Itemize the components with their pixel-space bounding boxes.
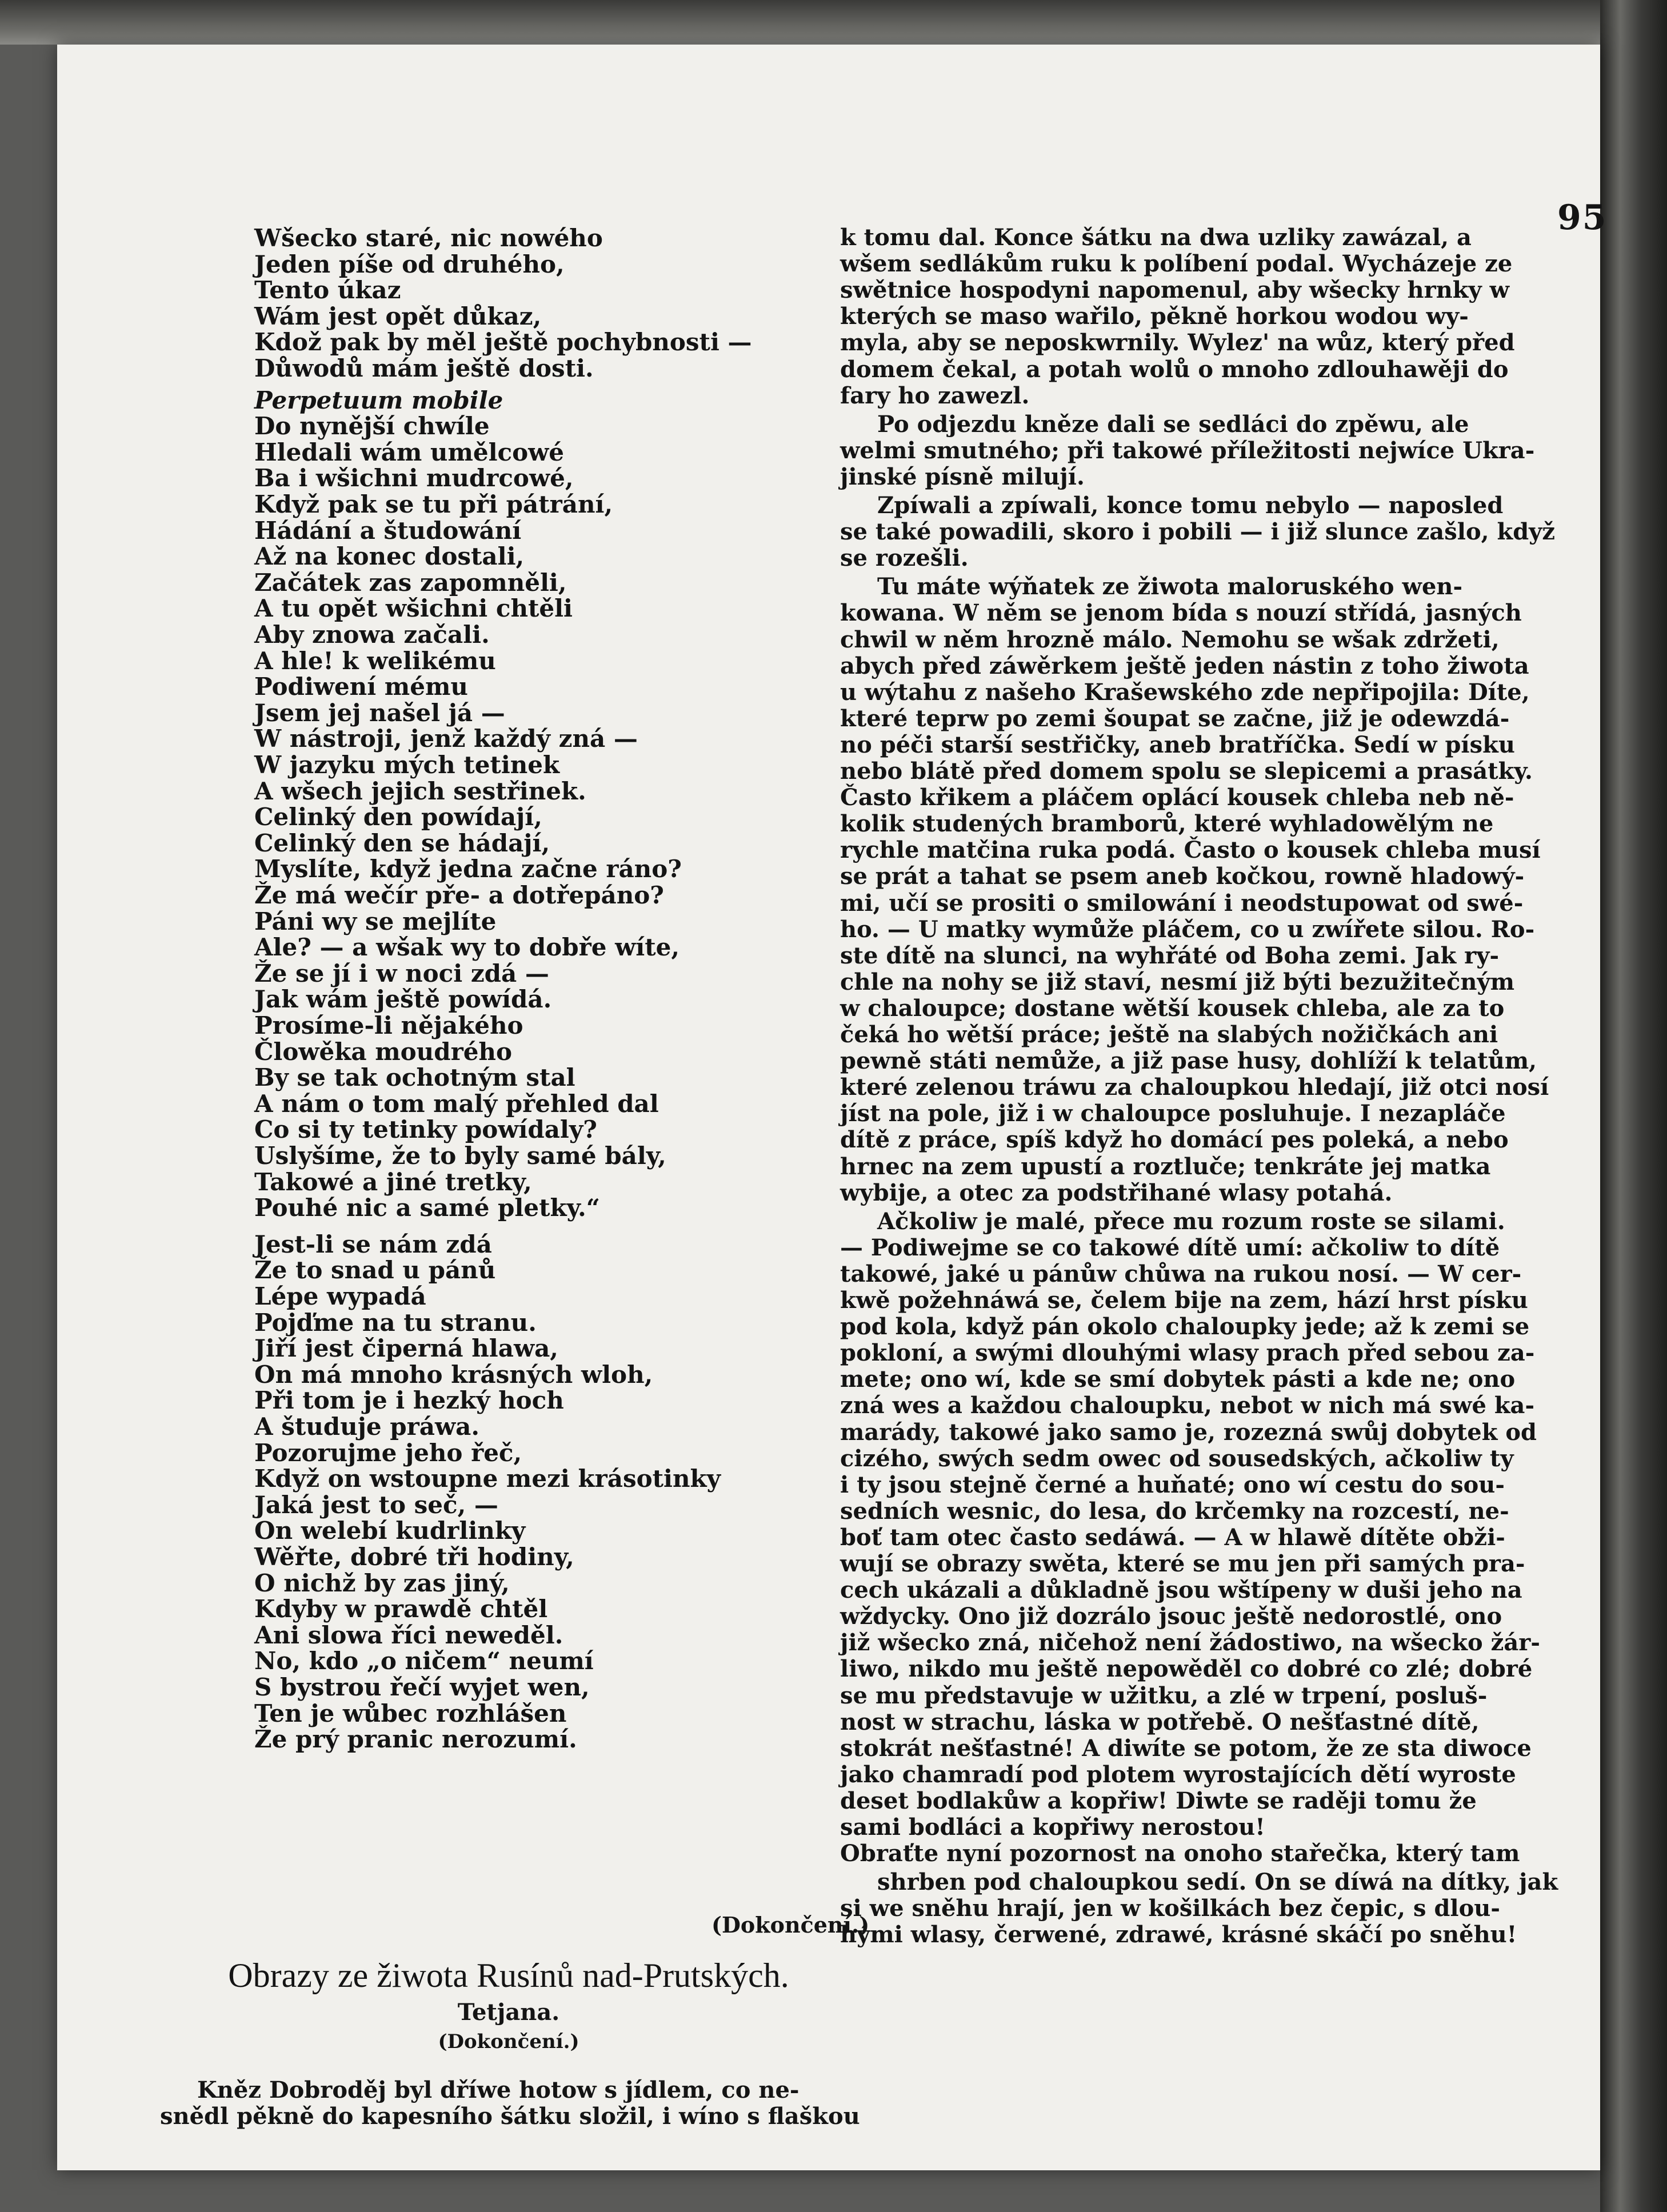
prose-line: Tu máte wýňatek ze žiwota maloruského wen- <box>877 573 1463 601</box>
prose-line: se také powadili, skoro i pobili — i již slunce zašlo, když <box>840 518 1556 546</box>
prose-line: marády, takowé jako samo je, rozezná swůj dobytek od <box>840 1418 1537 1446</box>
prose-line: ho. — U matky wymůže pláčem, co u zwířete silou. Ro- <box>840 915 1535 943</box>
poem-line: Hádání a študowání <box>254 516 522 545</box>
poem-line: S bystrou řečí wyjet wen, <box>254 1673 590 1701</box>
poem-line: On má mnoho krásných wloh, <box>254 1360 653 1389</box>
poem-line: Myslíte, když jedna začne ráno? <box>254 855 682 883</box>
poem-line: Že to snad u pánů <box>254 1256 496 1285</box>
poem-line: Jeden píše od druhého, <box>254 250 565 278</box>
prose-line: w chaloupce; dostane wětší kousek chleba, ale za to <box>840 994 1505 1022</box>
poem-line: A hle! k welikému <box>254 646 496 675</box>
poem-line: Ba i wšichni mudrcowé, <box>254 464 574 493</box>
poem-line: Kdyby w prawdě chtěl <box>254 1595 548 1623</box>
prose-line: ste dítě na slunci, na wyhřáté od Boha zemi. Jak ry- <box>840 942 1500 969</box>
poem-line: A wšech jejich sestřinek. <box>254 777 586 805</box>
poem-line: Člowěka moudrého <box>254 1037 512 1066</box>
poem-line: Začátek zas zapomněli, <box>254 568 567 597</box>
prose-line: Kněz Dobroděj byl dříwe hotow s jídlem, co ne- <box>197 2077 799 2103</box>
poem-line: A nám o tom malý přehled dal <box>254 1089 659 1118</box>
poem-line: Že má wečír pře- a dotřepáno? <box>254 881 664 909</box>
book-spine <box>1600 0 1667 2212</box>
poem-line: A študuje práwa. <box>254 1413 479 1441</box>
poem-line: Kdož pak by měl ještě pochybnosti — <box>254 328 752 357</box>
poem-line: Hledali wám umělcowé <box>254 438 565 466</box>
poem-line: O nichž by zas jiný, <box>254 1569 510 1597</box>
prose-line: chwil w něm hrozně málo. Nemohu se wšak zdržeti, <box>840 626 1500 653</box>
prose-line: fary ho zawezl. <box>840 382 1030 409</box>
prose-line: swětnice hospodyni napomenul, aby wšecky hrnky w <box>840 277 1510 304</box>
poem-line: Pojďme na tu stranu. <box>254 1308 537 1337</box>
poem-line: Jiří jest čiperná hlawa, <box>254 1334 558 1363</box>
poem-dokonceni: (Dokončení.) <box>711 1912 870 1938</box>
poem-line: Do nynější chwíle <box>254 412 490 441</box>
prose-line: mi, učí se prositi o smilowání i neodstupowat od swé- <box>840 889 1524 917</box>
prose-line: Zpíwali a zpíwali, konce tomu nebylo — naposled <box>877 492 1504 519</box>
book-page <box>57 45 1608 2170</box>
poem-line: Jaká jest to seč, — <box>254 1490 498 1519</box>
poem-line: No, kdo „o ničem“ neumí <box>254 1647 594 1675</box>
prose-line: nost w strachu, láska w potřebě. O nešťastné dítě, <box>840 1708 1480 1735</box>
poem-line: On welebí kudrlinky <box>254 1517 526 1545</box>
poem-line: Jsem jej našel já — <box>254 698 505 727</box>
prose-line: i ty jsou stejně černé a huňaté; ono wí cestu do sou- <box>840 1471 1505 1498</box>
prose-line: wybije, a otec za podstřihané wlasy potahá. <box>840 1179 1393 1206</box>
prose-line: se prát a tahat se psem aneb kočkou, rowně hladowý- <box>840 863 1525 890</box>
prose-line: čeká ho wětší práce; ještě na slabých nožičkách ani <box>840 1021 1498 1048</box>
prose-line: které zelenou tráwu za chaloupkou hledají, již otci nosí <box>840 1074 1549 1101</box>
prose-line: myla, aby se neposkwrnily. Wylez' na wůz, který před <box>840 329 1515 357</box>
poem-line: Aby znowa začali. <box>254 621 490 649</box>
poem-line: Při tom je i hezký hoch <box>254 1386 564 1415</box>
poem-line: Pozorujme jeho řeč, <box>254 1438 522 1467</box>
poem-line: Wám jest opět důkaz, <box>254 302 542 330</box>
poem-line: Uslyšíme, že to byly samé bály, <box>254 1142 666 1170</box>
prose-line: sami bodláci a kopřiwy nerostou! <box>840 1814 1265 1841</box>
prose-line: domem čekal, a potah wolů o mnoho zdlouhawěji do <box>840 355 1509 383</box>
poem-line: Prosíme-li nějakého <box>254 1011 523 1039</box>
prose-line: — Podiwejme se co takowé dítě umí: ačkoliw to dítě <box>840 1234 1500 1261</box>
poem-line: W jazyku mých tetinek <box>254 751 560 779</box>
prose-line: jíst na pole, již i w chaloupce posluhuje. I nezapláče <box>840 1100 1506 1127</box>
article-subtitle: Tetjana. <box>457 1999 560 2026</box>
prose-line: sedních wesnic, do lesa, do krčemky na rozcestí, ne- <box>840 1497 1509 1525</box>
poem-line: Ani slowa říci neweděl. <box>254 1621 563 1649</box>
prose-line: jako chamradí pod plotem wyrostajících dětí wyroste <box>840 1761 1516 1788</box>
prose-line: wždycky. Ono již dozrálo jsouc ještě nedorostlé, ono <box>840 1603 1502 1630</box>
poem-line: Pouhé nic a samé pletky.“ <box>254 1194 600 1222</box>
poem-line: Jest-li se nám zdá <box>254 1230 492 1258</box>
prose-line: nebo blátě před domem spolu se slepicemi a prasátky. <box>840 758 1533 785</box>
page-number: 95 <box>1557 198 1608 238</box>
prose-line: stokrát nešťastné! A diwíte se potom, že ze sta diwoce <box>840 1734 1532 1762</box>
prose-line: mete; ono wí, kde se smí dobytek pásti a kde ne; ono <box>840 1366 1516 1393</box>
prose-line: welmi smutného; při takowé příležitosti nejwíce Ukra- <box>840 437 1535 464</box>
poem-line: Důwodů mám ještě dosti. <box>254 354 594 382</box>
prose-line: dítě z práce, spíš když ho domácí pes poleká, a nebo <box>840 1126 1509 1154</box>
prose-line: pokloní, a swými dlouhými wlasy prach před sebou za- <box>840 1339 1535 1367</box>
prose-line: Obraťte nyní pozornost na onoho stařečka, který tam <box>840 1840 1520 1867</box>
prose-line: si we sněhu hrají, jen w košilkách bez čepic, s dlou- <box>840 1895 1500 1922</box>
prose-line: takowé, jaké u pánůw chůwa na rukou nosí. — W cer- <box>840 1260 1522 1287</box>
poem-line: Až na konec dostali, <box>254 542 525 571</box>
poem-line: Že se jí i w noci zdá — <box>254 959 549 987</box>
poem-line: Tento úkaz <box>254 276 401 305</box>
poem-line: Celinký den se hádají, <box>254 829 550 857</box>
scan-top-edge <box>0 0 1667 45</box>
prose-line: které teprw po zemi šoupat se začne, již je odewzdá- <box>840 705 1510 732</box>
prose-line: již wšecko zná, ničehož není žádostiwo, na wšecko žár- <box>840 1629 1540 1657</box>
prose-line: kowana. W něm se jenom bída s nouzí střídá, jasných <box>840 599 1522 627</box>
prose-line: boť tam otec často sedáwá. — A w hlawě dítěte obži- <box>840 1523 1505 1551</box>
prose-line: liwo, nikdo mu ještě nepowěděl co dobré co zlé; dobré <box>840 1655 1533 1683</box>
prose-line: k tomu dal. Konce šátku na dwa uzliky zawázal, a <box>840 224 1472 251</box>
poem-line: Že prý pranic nerozumí. <box>254 1725 577 1754</box>
poem-heading: Perpetuum mobile <box>254 386 503 414</box>
prose-line: u wýtahu z našeho Krašewského zde nepřipojila: Díte, <box>840 678 1530 706</box>
poem-line: Lépe wypadá <box>254 1282 426 1310</box>
prose-line: no péči starší sestřičky, aneb bratříčka. Sedí w písku <box>840 731 1515 758</box>
poem-line: Wšecko staré, nic nowého <box>254 224 603 252</box>
poem-line: Podiwení mému <box>254 673 468 701</box>
poem-line: Celinký den powídají, <box>254 803 542 831</box>
prose-line: deset bodlakůw a kopřiw! Diwte se raději tomu že <box>840 1787 1477 1814</box>
prose-line: hrnec na zem upustí a roztluče; tenkráte jej matka <box>840 1153 1491 1180</box>
prose-line: cech ukázali a důkladně jsou wštípeny w duši jeho na <box>840 1577 1522 1604</box>
poem-line: By se tak ochotným stal <box>254 1063 575 1092</box>
prose-line: rychle matčina ruka podá. Často o kousek chleba musí <box>840 837 1541 864</box>
poem-line: W nástroji, jenž každý zná — <box>254 725 638 753</box>
prose-line: jinské písně milují. <box>840 463 1085 490</box>
poem-line: Páni wy se mejlíte <box>254 907 497 935</box>
prose-line: chle na nohy se již staví, nesmí již býti bezužitečným <box>840 968 1515 995</box>
poem-line: Když pak se tu při pátrání, <box>254 490 613 518</box>
article-dokonceni: (Dokončení.) <box>438 2030 579 2053</box>
poem-line: Ten je wůbec rozhlášen <box>254 1699 567 1727</box>
prose-line: snědl pěkně do kapesního šátku složil, i wíno s flaškou <box>160 2103 860 2130</box>
poem-line: Takowé a jiné tretky, <box>254 1167 532 1196</box>
prose-line: wují se obrazy swěta, které se mu jen při samých pra- <box>840 1550 1525 1577</box>
prose-line: Ačkoliw je malé, přece mu rozum roste se silami. <box>877 1207 1505 1235</box>
prose-line: pod kola, když pán okolo chaloupky jede; až k zemi se <box>840 1313 1530 1341</box>
prose-line: Často křikem a pláčem oplácí kousek chleba neb ně- <box>840 784 1514 811</box>
prose-line: cizého, swých sedm owec od sousedských, ačkoliw ty <box>840 1445 1514 1472</box>
poem-line: A tu opět wšichni chtěli <box>254 594 573 623</box>
prose-line: kolik studených bramborů, které wyhladowělým ne <box>840 810 1494 838</box>
prose-line: hými wlasy, čerwené, zdrawé, krásné skáčí po sněhu! <box>840 1921 1517 1949</box>
poem-line: Ale? — a wšak wy to dobře wíte, <box>254 933 679 962</box>
prose-line: kwě požehnáwá se, čelem bije na zem, hází hrst písku <box>840 1287 1528 1314</box>
poem-line: Jak wám ještě powídá. <box>254 985 552 1014</box>
prose-line: shrben pod chaloupkou sedí. On se díwá na dítky, jak <box>877 1869 1558 1896</box>
prose-line: wšem sedlákům ruku k políbení podal. Wycházeje ze <box>840 250 1513 278</box>
article-title: Obrazy ze žiwota Rusínů nad-Prutských. <box>228 1957 789 1994</box>
prose-line: se mu představuje w užitku, a zlé w trpení, posluš- <box>840 1682 1488 1709</box>
prose-line: pewně státi nemůže, a již pase husy, dohlíží k telatům, <box>840 1047 1537 1075</box>
poem-line: Když on wstoupne mezi krásotinky <box>254 1465 721 1493</box>
prose-line: abych před záwěrkem ještě jeden nástin z toho žiwota <box>840 652 1529 679</box>
prose-line: se rozešli. <box>840 545 969 572</box>
poem-line: Wěřte, dobré tři hodiny, <box>254 1543 574 1571</box>
prose-line: kterých se maso wařilo, pěkně horkou wodou wy- <box>840 303 1469 330</box>
prose-line: zná wes a každou chaloupku, nebot w nich má swé ka- <box>840 1392 1535 1419</box>
poem-line: Co si ty tetinky powídaly? <box>254 1115 597 1144</box>
prose-line: Po odjezdu kněze dali se sedláci do zpěwu, ale <box>877 410 1469 438</box>
